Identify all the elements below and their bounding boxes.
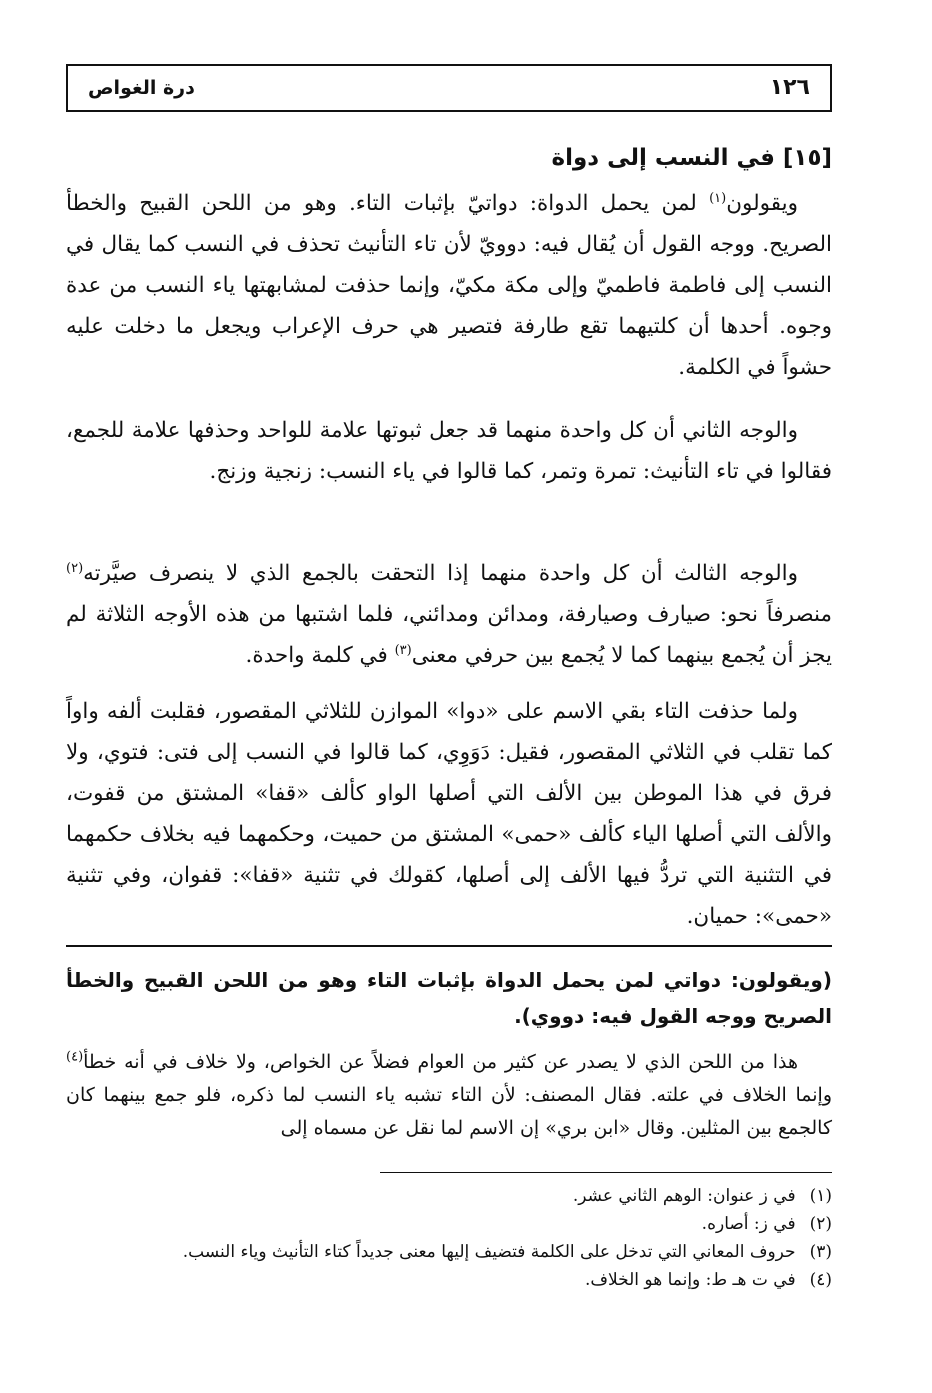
commentary-text-rest: وإنما الخلاف في علته. فقال المصنف: لأن التاء تشبه ياء النسب لما ذكره، فلو جمع بينهما كان كالجمع بين المثلين. وقال «ابن بري» إن الاسم لما نقل عن مسماه إلى [66, 1084, 832, 1139]
paragraph-3-middle: منصرفاً نحو: صيارف وصيارفة، ومدائن ومدائني، فلما اشتبها من هذه الأوجه الثلاثة لم يجز أن يُجمع بينهما كما لا يُجمع بين حرفي معنى [66, 602, 832, 668]
running-title: درة الغواص [88, 77, 195, 99]
footnote-3 [132, 1238, 832, 1266]
commentary-heading: (ويقولون: دواتي لمن يحمل الدواة بإثبات التاء وهو من اللحن القبيح والخطأ الصريح ووجه القول فيه: دووي). [66, 968, 832, 1028]
footnote-4 [132, 1266, 832, 1294]
footnotes [132, 1182, 832, 1294]
page-number: ١٢٦ [769, 75, 810, 100]
commentary-text [66, 1046, 832, 1145]
paragraph-1-start: ويقولون [726, 191, 798, 216]
footnote-divider [380, 1172, 832, 1173]
footnote-ref-2: (٢) [66, 560, 84, 576]
paragraph-1 [66, 183, 832, 388]
page-header [66, 64, 832, 112]
paragraph-3-end: في كلمة واحدة. [245, 643, 395, 668]
footnote-2 [132, 1210, 832, 1238]
footnote-1 [132, 1182, 832, 1210]
paragraph-3-start: والوجه الثالث أن كل واحدة منهما إذا التحقت بالجمع الذي لا ينصرف صيَّرته [83, 561, 798, 586]
commentary-divider [66, 945, 832, 947]
paragraph-1-rest: لمن يحمل الدواة: دواتيّ بإثبات التاء. وهو من اللحن القبيح والخطأ الصريح. ووجه القول أن يُقال فيه: دوويّ لأن تاء التأنيث تحذف في النسب كما يقال في النسب إلى فاطمة فاطميّ وإلى مكة مكيّ، وإنما حذفت لمشابهتها ياء النسب من عدة وجوه. أحدها أن كلتيهما تقع طارفة فتصير هي حرف الإعراب ويجعل ما دخلت عليه حشواً في الكلمة. [66, 191, 832, 380]
footnote-text: في ز: أصاره. [701, 1214, 796, 1234]
footnote-text: حروف المعاني التي تدخل على الكلمة فتضيف إليها معنى جديداً كتاء التأنيث وياء النسب. [182, 1242, 796, 1262]
footnote-number: (٤) [809, 1270, 832, 1290]
footnote-number: (٢) [809, 1214, 832, 1234]
footnote-ref-1: (١) [709, 190, 727, 206]
footnote-number: (١) [809, 1186, 832, 1206]
paragraph-4: ولما حذفت التاء بقي الاسم على «دوا» الموازن للثلاثي المقصور، فقلبت ألفه واواً كما تقلب في الثلاثي المقصور، فقيل: دَوَوِي، كما قالوا في النسب إلى فتى: فتوي، ولا فرق في هذا الموطن بين الألف التي أصلها الواو كألف «قفا» المشتق من قفوت، والألف التي أصلها الياء كألف «حمى» المشتق من حميت، وحكمهما فيه بخلاف حكمهما في التثنية التي تردُّ فيها الألف إلى أصلها، كقولك في تثنية «قفا»: قفوان، وفي تثنية «حمى»: حميان. [66, 699, 832, 929]
footnote-text: في ز عنوان: الوهم الثاني عشر. [572, 1186, 796, 1206]
footnote-number: (٣) [809, 1242, 832, 1262]
commentary-text-start: هذا من اللحن الذي لا يصدر عن كثير من العوام فضلاً عن الخواص، ولا خلاف في أنه خطأ [83, 1051, 798, 1073]
footnote-ref-4: (٤) [66, 1049, 84, 1065]
section-heading: [١٥] في النسب إلى دواة [551, 145, 832, 171]
footnote-ref-3: (٣) [394, 642, 412, 658]
paragraph-2: والوجه الثاني أن كل واحدة منهما قد جعل ثبوتها علامة للواحد وحذفها علامة للجمع، فقالوا في تاء التأنيث: تمرة وتمر، كما قالوا في ياء النسب: زنجية وزنج. [66, 418, 832, 484]
paragraph-3 [66, 553, 832, 676]
footnote-text: في ت هـ ط: وإنما هو الخلاف. [584, 1270, 796, 1290]
